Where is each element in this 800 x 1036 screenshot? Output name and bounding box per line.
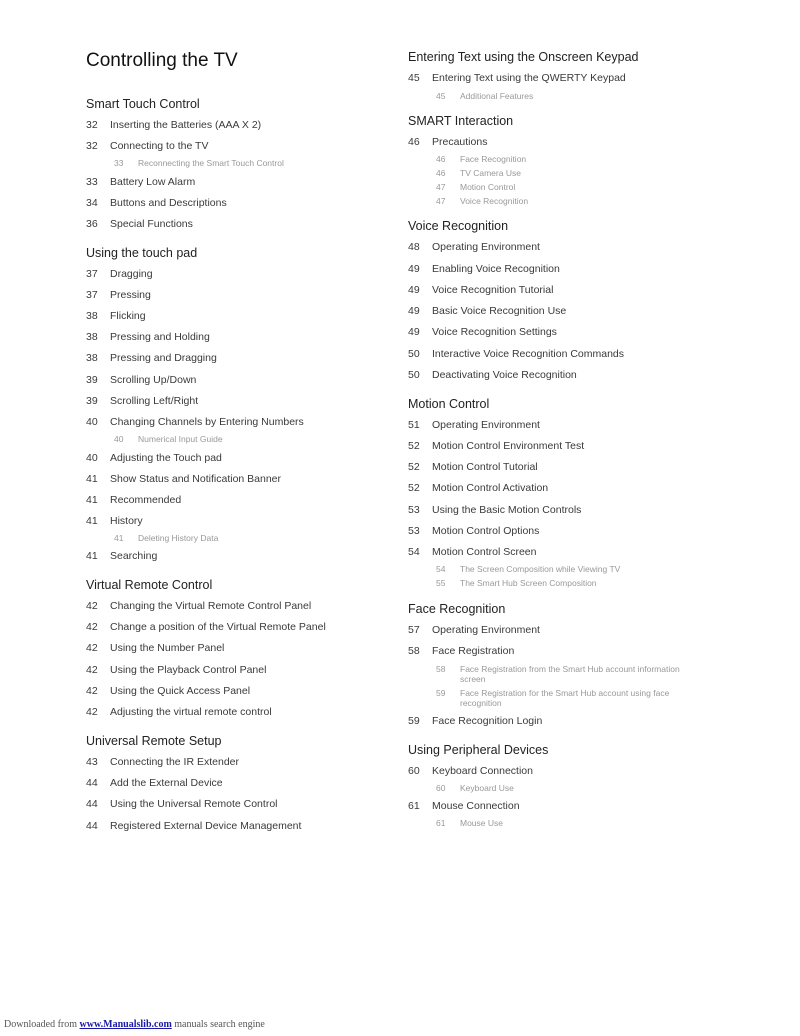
- toc-subentry[interactable]: 60 Keyboard Use: [436, 783, 514, 793]
- toc-entry[interactable]: 51 Operating Environment: [408, 419, 540, 431]
- section-title: Face Recognition: [408, 602, 506, 616]
- toc-entry[interactable]: 52 Motion Control Tutorial: [408, 461, 538, 473]
- toc-subentry[interactable]: 45 Additional Features: [436, 91, 534, 101]
- toc-entry[interactable]: 50 Deactivating Voice Recognition: [408, 369, 577, 381]
- section-title: Smart Touch Control: [86, 97, 200, 111]
- toc-entry[interactable]: 52 Motion Control Environment Test: [408, 440, 585, 452]
- toc-entry[interactable]: 53 Motion Control Options: [408, 525, 540, 537]
- toc-entry[interactable]: 42 Changing the Virtual Remote Control Panel: [86, 600, 312, 612]
- toc-subentry[interactable]: 40 Numerical Input Guide: [114, 434, 223, 444]
- toc-entry[interactable]: 53 Using the Basic Motion Controls: [408, 504, 582, 516]
- section-title: Virtual Remote Control: [86, 578, 213, 592]
- toc-entry[interactable]: 34 Buttons and Descriptions: [86, 197, 227, 209]
- toc-entry[interactable]: 44 Add the External Device: [86, 777, 223, 789]
- toc-entry[interactable]: 54 Motion Control Screen: [408, 546, 537, 558]
- toc-entry[interactable]: 46 Precautions: [408, 136, 488, 148]
- toc-entry[interactable]: 48 Operating Environment: [408, 241, 540, 253]
- toc-entry[interactable]: 39 Scrolling Up/Down: [86, 374, 197, 386]
- toc-entry[interactable]: 57 Operating Environment: [408, 624, 540, 636]
- toc-entry[interactable]: 41 Searching: [86, 550, 158, 562]
- section-title: Entering Text using the Onscreen Keypad: [408, 50, 639, 64]
- toc-entry[interactable]: 37 Pressing: [86, 289, 151, 301]
- toc-subentry[interactable]: 59 Face Registration for the Smart Hub account using face recognition: [436, 688, 670, 708]
- toc-entry[interactable]: 36 Special Functions: [86, 218, 193, 230]
- toc-entry[interactable]: 50 Interactive Voice Recognition Commands: [408, 348, 625, 360]
- toc-entry[interactable]: 44 Using the Universal Remote Control: [86, 798, 278, 810]
- toc-entry[interactable]: 44 Registered External Device Management: [86, 820, 302, 832]
- toc-entry[interactable]: 38 Pressing and Dragging: [86, 352, 217, 364]
- download-footer: Downloaded from www.Manualslib.com manuals search engine: [4, 1019, 265, 1030]
- toc-entry[interactable]: 42 Using the Number Panel: [86, 642, 225, 654]
- toc-subentry[interactable]: 47 Voice Recognition: [436, 196, 529, 206]
- toc-entry[interactable]: 32 Inserting the Batteries (AAA X 2): [86, 119, 262, 131]
- toc-entry[interactable]: 42 Adjusting the virtual remote control: [86, 706, 272, 718]
- toc-entry[interactable]: 38 Pressing and Holding: [86, 331, 210, 343]
- toc-subentry[interactable]: 47 Motion Control: [436, 182, 516, 192]
- toc-entry[interactable]: 41 Recommended: [86, 494, 182, 506]
- toc-subentry[interactable]: 33 Reconnecting the Smart Touch Control: [114, 158, 284, 168]
- toc-entry[interactable]: 45 Entering Text using the QWERTY Keypad: [408, 72, 626, 84]
- page-title: Controlling the TV: [86, 50, 238, 71]
- section-title: Universal Remote Setup: [86, 734, 222, 748]
- toc-entry[interactable]: 42 Change a position of the Virtual Remote Panel: [86, 621, 326, 633]
- toc-entry[interactable]: 33 Battery Low Alarm: [86, 176, 196, 188]
- toc-entry[interactable]: 60 Keyboard Connection: [408, 765, 533, 777]
- toc-entry[interactable]: 41 History: [86, 515, 143, 527]
- toc-subentry[interactable]: 55 The Smart Hub Screen Composition: [436, 578, 597, 588]
- section-title: Using the touch pad: [86, 246, 198, 260]
- manualslib-link[interactable]: www.Manualslib.com: [79, 1019, 172, 1030]
- toc-entry[interactable]: 61 Mouse Connection: [408, 800, 520, 812]
- toc-entry[interactable]: 58 Face Registration: [408, 645, 515, 657]
- toc-subentry[interactable]: 54 The Screen Composition while Viewing TV: [436, 564, 621, 574]
- section-title: Using Peripheral Devices: [408, 743, 549, 757]
- toc-subentry[interactable]: 61 Mouse Use: [436, 818, 503, 828]
- toc-subentry[interactable]: 58 Face Registration from the Smart Hub account information screen: [436, 664, 680, 684]
- toc-subentry[interactable]: 46 TV Camera Use: [436, 168, 521, 178]
- section-title: Voice Recognition: [408, 219, 509, 233]
- toc-entry[interactable]: 32 Connecting to the TV: [86, 140, 209, 152]
- toc-entry[interactable]: 42 Using the Playback Control Panel: [86, 664, 267, 676]
- section-title: SMART Interaction: [408, 114, 514, 128]
- section-title: Motion Control: [408, 397, 490, 411]
- toc-subentry[interactable]: 41 Deleting History Data: [114, 533, 219, 543]
- toc-entry[interactable]: 49 Voice Recognition Settings: [408, 326, 557, 338]
- toc-entry[interactable]: 40 Adjusting the Touch pad: [86, 452, 222, 464]
- toc-entry[interactable]: 43 Connecting the IR Extender: [86, 756, 239, 768]
- toc-entry[interactable]: 39 Scrolling Left/Right: [86, 395, 199, 407]
- toc-entry[interactable]: 59 Face Recognition Login: [408, 715, 543, 727]
- toc-entry[interactable]: 41 Show Status and Notification Banner: [86, 473, 282, 485]
- toc-subentry[interactable]: 46 Face Recognition: [436, 154, 527, 164]
- toc-entry[interactable]: 49 Enabling Voice Recognition: [408, 263, 560, 275]
- toc-entry[interactable]: 40 Changing Channels by Entering Numbers: [86, 416, 304, 428]
- toc-entry[interactable]: 52 Motion Control Activation: [408, 482, 549, 494]
- toc-entry[interactable]: 42 Using the Quick Access Panel: [86, 685, 251, 697]
- toc-entry[interactable]: 37 Dragging: [86, 268, 153, 280]
- toc-entry[interactable]: 38 Flicking: [86, 310, 146, 322]
- toc-entry[interactable]: 49 Basic Voice Recognition Use: [408, 305, 567, 317]
- toc-entry[interactable]: 49 Voice Recognition Tutorial: [408, 284, 554, 296]
